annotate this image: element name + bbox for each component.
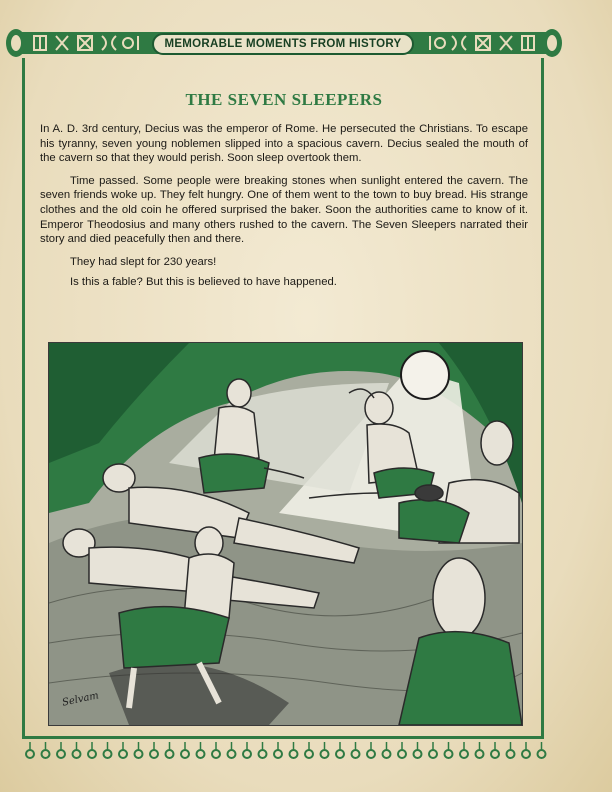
- footer-bead-icon: [476, 750, 484, 758]
- header-banner: [4, 24, 564, 62]
- artist-signature: Selvam: [61, 690, 100, 709]
- footer-bead-icon: [26, 750, 34, 758]
- footer-bead-icon: [507, 750, 515, 758]
- footer-bead-icon: [414, 750, 422, 758]
- cave-illustration: [48, 342, 523, 726]
- article-title: THE SEVEN SLEEPERS: [185, 90, 383, 109]
- footer-bead-icon: [290, 750, 298, 758]
- footer-bead-icon: [460, 750, 468, 758]
- footer-bead-icon: [197, 750, 205, 758]
- frame-left-border: [22, 58, 25, 738]
- paragraph-2: Time passed. Some people were breaking stones when sunlight entered the cavern. The seven friends woke up. They felt hungry. One of them went to the town to buy bread. His strange clothes and the old coin he offered surprised the baker. Soon the authorities came to know of it. Emperor Theodosius and many others rushed to the cavern. The Seven Sleepers narrated their story and died peacefully then and there.: [40, 174, 528, 246]
- footer-bead-icon: [398, 750, 406, 758]
- footer-bead-icon: [336, 750, 344, 758]
- footer-bead-icon: [491, 750, 499, 758]
- footer-bead-icon: [522, 750, 530, 758]
- footer-bead-icon: [57, 750, 65, 758]
- frame-right-border: [541, 58, 544, 738]
- footer-bead-icon: [321, 750, 329, 758]
- footer-bead-icon: [367, 750, 375, 758]
- footer-bead-ornament-icon: [24, 742, 549, 762]
- footer-bead-icon: [274, 750, 282, 758]
- banner-title: MEMORABLE MOMENTS FROM HISTORY: [152, 33, 414, 55]
- footer-bead-icon: [243, 750, 251, 758]
- footer-bead-icon: [73, 750, 81, 758]
- footer-bead-icon: [135, 750, 143, 758]
- footer-bead-icon: [228, 750, 236, 758]
- paragraph-1: In A. D. 3rd century, Decius was the emperor of Rome. He persecuted the Christians. To escape his tyranny, seven young noblemen slipped into a spacious cavern. Decius sealed the mouth of the cavern so that they would perish. Soon sleep overtook them.: [40, 123, 528, 165]
- footer-bead-icon: [429, 750, 437, 758]
- footer-bead-icon: [305, 750, 313, 758]
- footer-bead-icon: [181, 750, 189, 758]
- footer-bead-icon: [104, 750, 112, 758]
- footer-bead-icon: [445, 750, 453, 758]
- footer-bead-icon: [352, 750, 360, 758]
- article-body: [40, 122, 528, 296]
- footer-bead-icon: [166, 750, 174, 758]
- footer-bead-icon: [538, 750, 546, 758]
- footer-bead-icon: [88, 750, 96, 758]
- footer-bead-icon: [212, 750, 220, 758]
- paragraph-3: They had slept for 230 years!: [70, 255, 217, 268]
- footer-bead-icon: [150, 750, 158, 758]
- paragraph-4: Is this a fable? But this is believed to have happened.: [70, 276, 337, 289]
- frame-bottom-border: [22, 736, 544, 739]
- seven-sleepers-illustration-image: [49, 343, 522, 725]
- footer-bead-icon: [259, 750, 267, 758]
- footer-bead-icon: [119, 750, 127, 758]
- footer-bead-icon: [383, 750, 391, 758]
- footer-bead-icon: [42, 750, 50, 758]
